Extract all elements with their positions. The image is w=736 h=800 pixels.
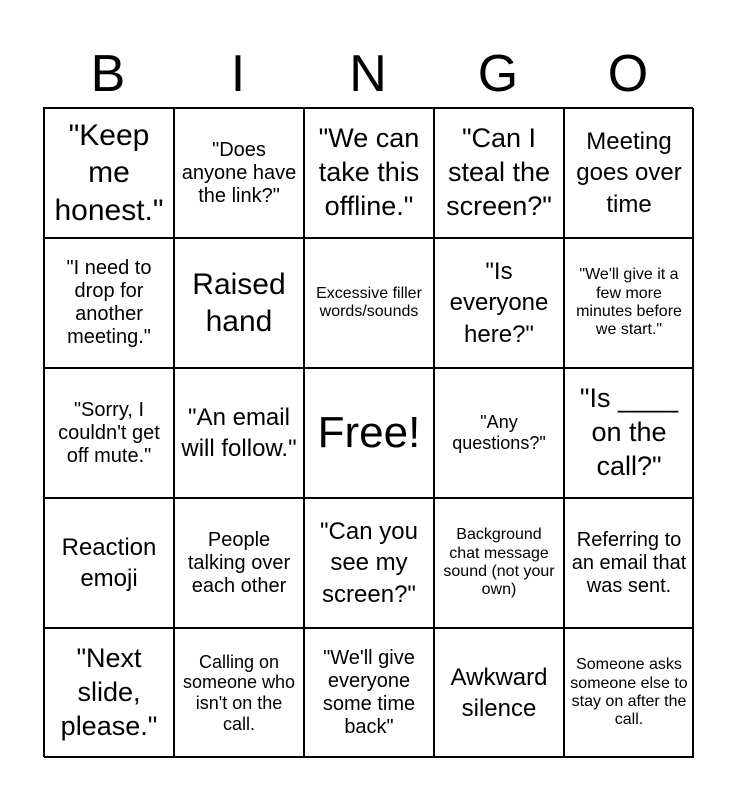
- bingo-cell[interactable]: [174, 498, 304, 628]
- cell-text: "Is ____ on the call?": [579, 383, 679, 481]
- cell-text: Calling on someone who isn't on the call.: [182, 651, 296, 734]
- bingo-cell[interactable]: [564, 108, 694, 238]
- bingo-cell[interactable]: [564, 238, 694, 368]
- cell-text: Someone asks someone else to stay on after the call.: [570, 656, 688, 729]
- bingo-cell[interactable]: [44, 108, 174, 238]
- cell-text: Meeting goes over time: [576, 128, 682, 218]
- cell-text: "Next slide, please.": [60, 643, 158, 741]
- bingo-cell[interactable]: [564, 368, 694, 498]
- bingo-cell[interactable]: [174, 108, 304, 238]
- free-space-text: Free!: [317, 407, 421, 457]
- cell-text: "We can take this offline.": [318, 123, 420, 221]
- bingo-cell[interactable]: [304, 238, 434, 368]
- bingo-cell[interactable]: [44, 368, 174, 498]
- bingo-cell[interactable]: [174, 368, 304, 498]
- bingo-cell[interactable]: [304, 628, 434, 758]
- bingo-cell[interactable]: [564, 498, 694, 628]
- header-letter-i: I: [230, 45, 246, 103]
- bingo-cell[interactable]: [564, 628, 694, 758]
- header-letter-n: N: [349, 45, 387, 103]
- bingo-cell[interactable]: [44, 238, 174, 368]
- bingo-cell[interactable]: [304, 108, 434, 238]
- cell-text: People talking over each other: [187, 528, 291, 597]
- cell-text: "An email will follow.": [181, 403, 297, 462]
- bingo-cell[interactable]: [434, 498, 564, 628]
- bingo-cell[interactable]: [434, 238, 564, 368]
- cell-text: Referring to an email that was sent.: [571, 528, 687, 597]
- cell-text: "Can I steal the screen?": [446, 123, 552, 221]
- bingo-cell[interactable]: [304, 498, 434, 628]
- bingo-cell[interactable]: [44, 498, 174, 628]
- bingo-cell[interactable]: [174, 238, 304, 368]
- bingo-cell[interactable]: [434, 628, 564, 758]
- bingo-cell[interactable]: [434, 108, 564, 238]
- cell-text: Excessive filler words/sounds: [316, 284, 422, 320]
- cell-text: Background chat message sound (not your own): [443, 526, 555, 599]
- cell-text: "We'll give it a few more minutes before we start.": [576, 266, 682, 339]
- bingo-cell[interactable]: [44, 628, 174, 758]
- bingo-cell[interactable]: [174, 628, 304, 758]
- cell-text: "Sorry, I couldn't get off mute.": [58, 398, 160, 467]
- header-letter-g: G: [477, 45, 519, 103]
- cell-text: Raised hand: [192, 267, 286, 338]
- cell-text: "We'll give everyone some time back": [322, 647, 416, 738]
- header-letter-o: O: [607, 45, 649, 103]
- bingo-grid: [43, 107, 693, 757]
- bingo-cell[interactable]: [434, 368, 564, 498]
- cell-text: Reaction emoji: [61, 533, 157, 592]
- cell-text: "I need to drop for another meeting.": [66, 257, 152, 348]
- cell-text: "Keep me honest.": [54, 118, 164, 227]
- cell-text: Awkward silence: [450, 663, 548, 722]
- cell-text: "Can you see my screen?": [320, 518, 418, 608]
- cell-text: "Does anyone have the link?": [181, 138, 297, 207]
- cell-text: "Is everyone here?": [449, 258, 549, 348]
- cell-text: "Any questions?": [452, 412, 546, 453]
- header-letter-b: B: [90, 45, 126, 103]
- free-space-cell[interactable]: [304, 368, 434, 498]
- bingo-header: [43, 40, 693, 108]
